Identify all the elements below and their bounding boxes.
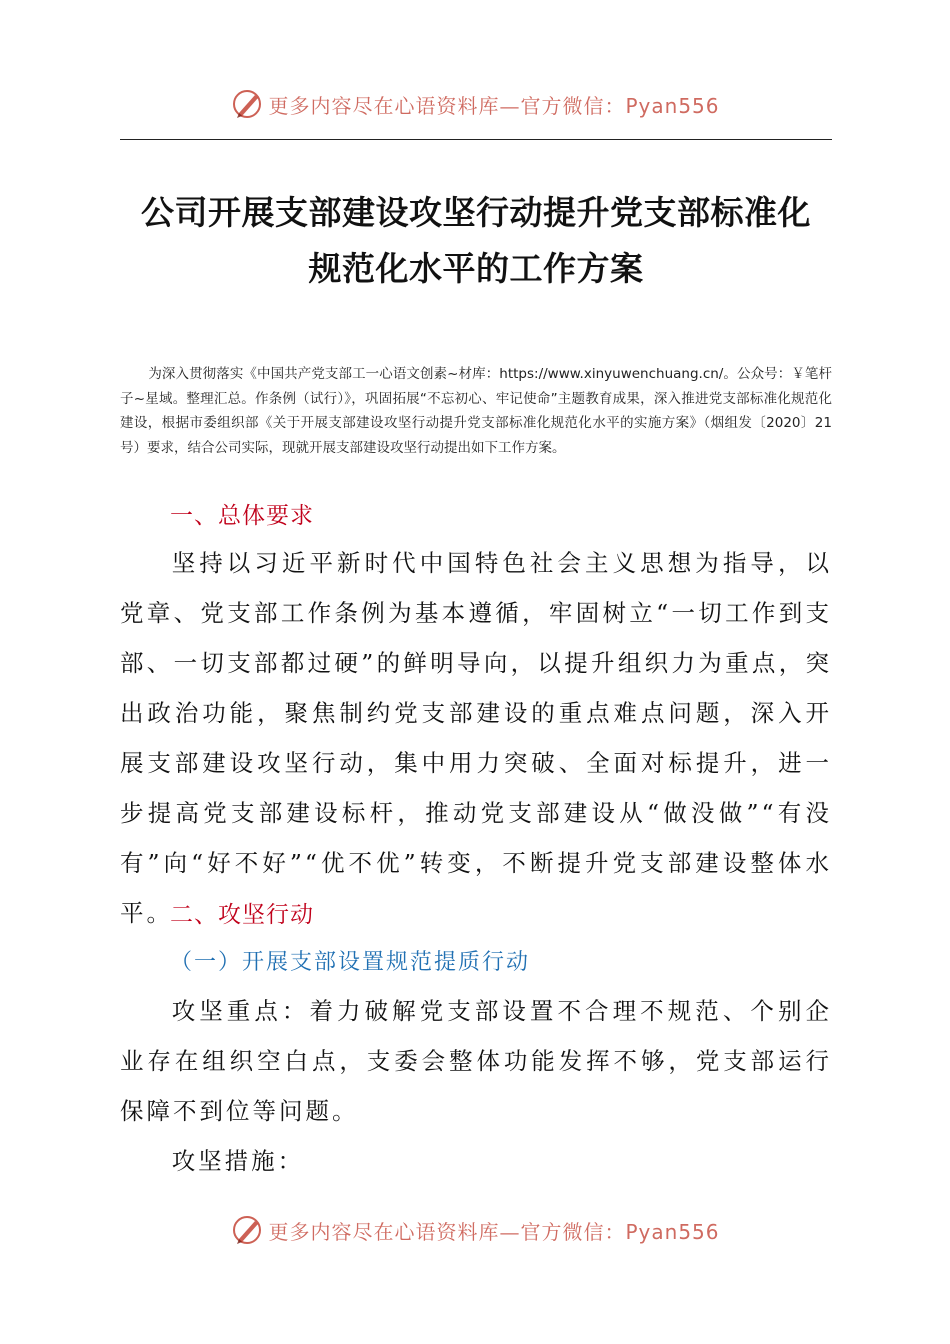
header-banner-label: 更多内容尽在心语资料库—官方微信： [268,93,626,118]
header-banner-text [268,90,719,119]
intro-paragraph: 为深入贯彻落实《中国共产党支部工一心语文创素~材库：https://www.xinyuwenchuang.cn/。公众号：￥笔杆子~星域。整理汇总。作条例（试行）》，巩固拓展“不忘初心、牢记使命”主题教育成果，深入推进党支部标准化规范化建设，根据市委组织部《关于开展支部建设攻坚行动提升党支部标准化规范化水平的实施方案》（烟组发〔2020〕21号）要求，结合公司实际，现就开展支部建设攻坚行动提出如下工作方案。 [120,366,832,456]
footer-banner-handle: Pyan556 [625,1219,720,1244]
section-1-body: 坚持以习近平新时代中国特色社会主义思想为指导，以党章、党支部工作条例为基本遵循，牢固树立“一切工作到支部、一切支部都过硬”的鲜明导向，以提升组织力为重点，突出政治功能，聚焦制约党支部建设的重点难点问题，深入开展支部建设攻坚行动，集中用力突破、全面对标提升，进一步提高党支部建设标杆，推动党支部建设从“做没做”“有没有”向“好不好”“优不优”转变，不断提升党支部建设整体水平。 [120,549,832,927]
footer-banner [0,1210,950,1250]
title-line-1: 公司开展支部建设攻坚行动提升党支部标准化 [141,193,811,232]
pen-logo-icon [230,87,264,121]
header-divider [120,139,832,140]
section-2-heading: 二、攻坚行动 [170,902,314,928]
measures-label: 攻坚措施： [171,1147,305,1175]
subsection-1-heading: （一）开展支部设置规范提质行动 [170,950,531,975]
footer-banner-text [268,1216,719,1245]
focus-paragraph: 攻坚重点：着力破解党支部设置不合理不规范、个别企业存在组织空白点，支委会整体功能发挥不够，党支部运行保障不到位等问题。 [120,997,832,1125]
footer-banner-label: 更多内容尽在心语资料库—官方微信： [268,1219,626,1244]
document-title [118,185,834,297]
header-banner-handle: Pyan556 [625,93,720,118]
pen-logo-icon [230,1213,264,1247]
section-1-heading: 一、总体要求 [170,503,314,529]
title-line-2: 规范化水平的工作方案 [308,249,644,288]
header-banner [0,84,950,124]
